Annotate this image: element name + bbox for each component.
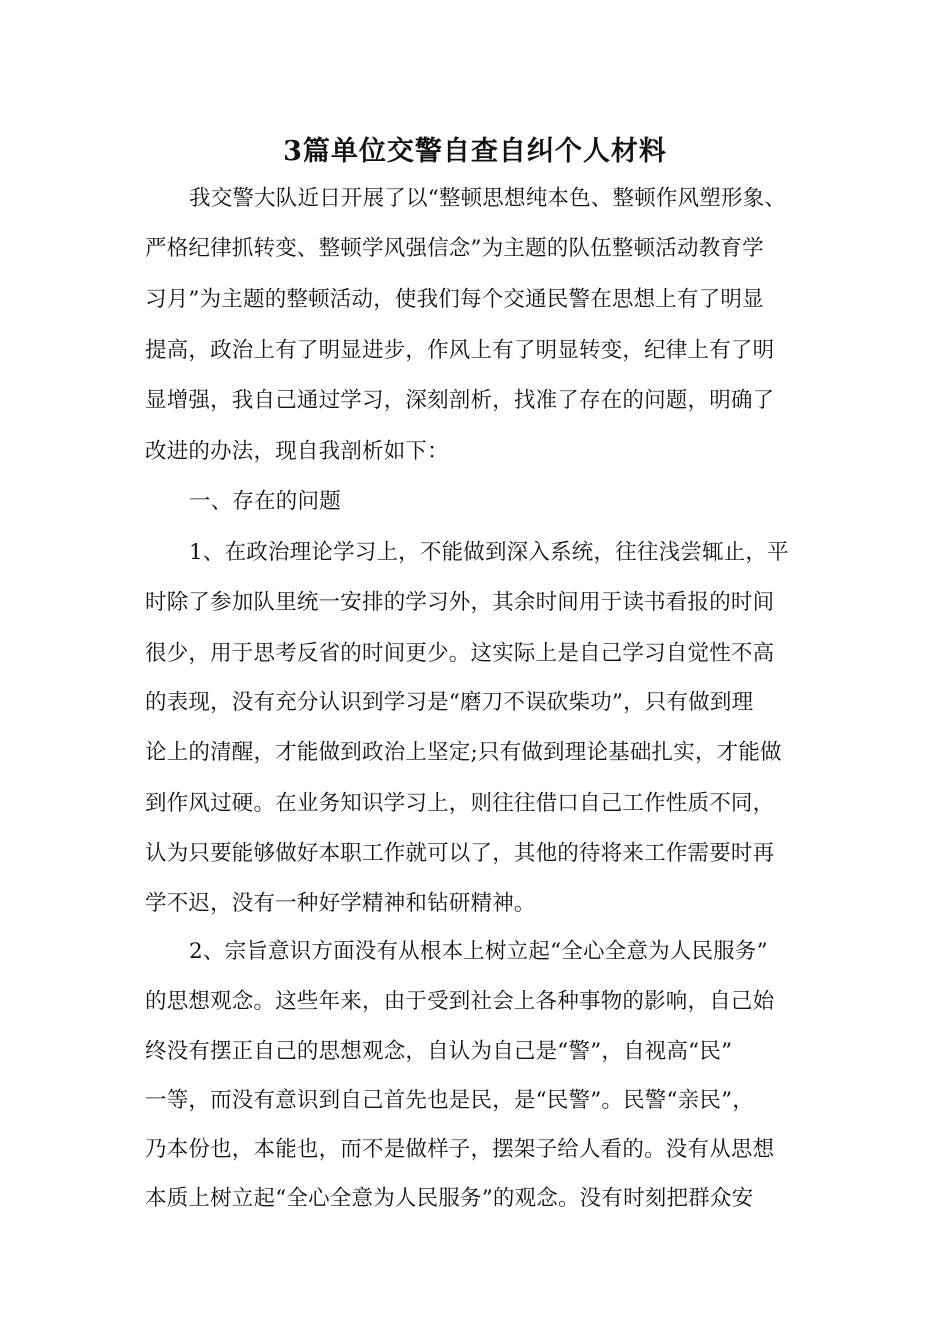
paragraph-line: 的表现，没有充分认识到学习是“磨刀不误砍柴功”，只有做到理 (145, 690, 754, 715)
paragraph-line: 乃本份也，本能也，而不是做样子，摆架子给人看的。没有从思想 (145, 1137, 775, 1162)
paragraph-line: 终没有摆正自己的思想观念，自认为自己是“警”，自视高“民” (145, 1039, 733, 1064)
paragraph-line: 论上的清醒，才能做到政治上坚定;只有做到理论基础扎实，才能做 (145, 740, 782, 765)
paragraph-line: 显增强，我自己通过学习，深刻剖析，找准了存在的问题，明确了 (145, 388, 775, 413)
paragraph-line: 习月”为主题的整顿活动，使我们每个交通民警在思想上有了明显 (145, 287, 764, 312)
paragraph-line: 严格纪律抓转变、整顿学风强信念”为主题的队伍整顿活动教育学 (145, 236, 764, 261)
paragraph-line: 很少，用于思考反省的时间更少。这实际上是自己学习自觉性不高 (145, 641, 775, 666)
paragraph-line: 提高，政治上有了明显进步，作风上有了明显转变，纪律上有了明 (145, 338, 775, 363)
paragraph-line: 1、在政治理论学习上，不能做到深入系统，往往浅尝辄止，平 (189, 540, 789, 565)
paragraph-line: 2、宗旨意识方面没有从根本上树立起“全心全意为人民服务” (189, 939, 768, 964)
paragraph-line: 学不迟，没有一种好学精神和钻研精神。 (145, 891, 536, 916)
paragraph-line: 我交警大队近日开展了以“整顿思想纯本色、整顿作风塑形象、 (189, 186, 787, 211)
section-heading: 一、存在的问题 (189, 489, 341, 514)
paragraph-line: 的思想观念。这些年来，由于受到社会上各种事物的影响，自己始 (145, 989, 775, 1014)
paragraph-line: 本质上树立起“全心全意为人民服务”的观念。没有时刻把群众安 (145, 1186, 754, 1211)
paragraph-line: 认为只要能够做好本职工作就可以了，其他的待将来工作需要时再 (145, 841, 775, 866)
paragraph-line: 到作风过硬。在业务知识学习上，则往往借口自己工作性质不同， (145, 791, 775, 816)
paragraph-line: 一等，而没有意识到自己首先也是民，是“民警”。民警“亲民”， (145, 1088, 754, 1113)
paragraph-line: 时除了参加队里统一安排的学习外，其余时间用于读书看报的时间 (145, 590, 775, 615)
document-title: 3篇单位交警自查自纠个人材料 (283, 136, 667, 167)
paragraph-line: 改进的办法，现自我剖析如下： (145, 439, 449, 464)
